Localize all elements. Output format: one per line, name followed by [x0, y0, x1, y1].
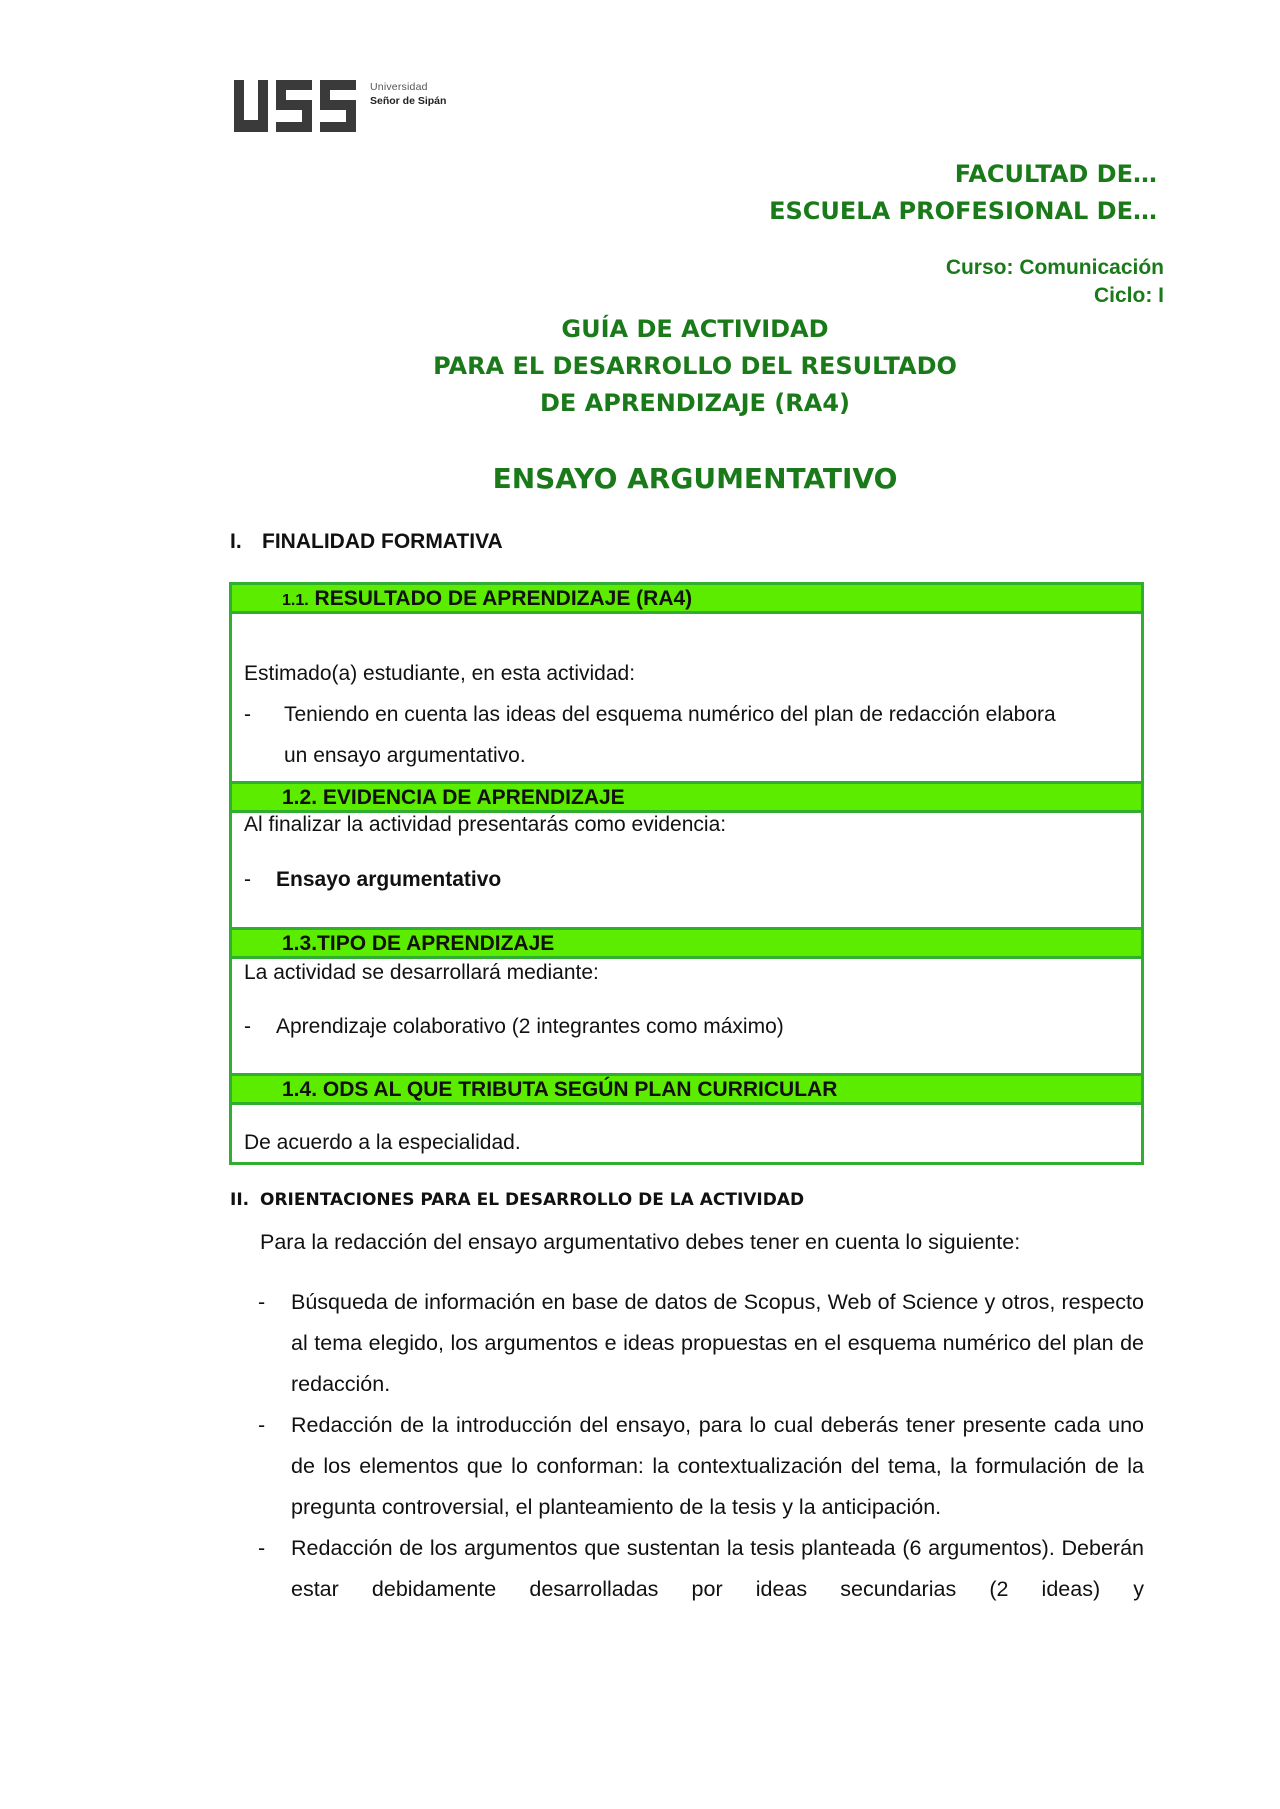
bullet-dash: - — [244, 868, 251, 891]
section-2-title: ORIENTACIONES PARA EL DESARROLLO DE LA ACTIVIDAD — [260, 1190, 805, 1210]
section-2-heading — [230, 1190, 804, 1210]
bullet-text-line-2: un ensayo argumentativo. — [284, 744, 526, 767]
faculty-header — [769, 156, 1157, 230]
bullet-dash: - — [244, 703, 251, 726]
list-dash: - — [258, 1413, 266, 1437]
guidelines-list — [258, 1282, 1144, 1610]
section-1-number: I. — [230, 530, 242, 553]
cell-1-1-bullet — [244, 694, 1131, 735]
cell-1-2-bullet — [244, 868, 501, 892]
course-cycle: Ciclo: I — [1093, 284, 1164, 307]
table-cell-1-4 — [232, 1105, 1141, 1162]
table-cell-1-3 — [232, 959, 1141, 1073]
course-name: Curso: Comunicación — [945, 256, 1164, 279]
section-1-heading — [230, 530, 503, 554]
list-item-text: Búsqueda de información en base de datos de Scopus, Web of Science y otros, respecto al tema elegido, los argumentos e ideas propuestas en el esquema numérico del plan de redacción. — [291, 1290, 1144, 1396]
bullet-text: Ensayo argumentativo — [276, 868, 502, 891]
school-name: ESCUELA PROFESIONAL DE… — [769, 197, 1157, 225]
table-header-1-4: 1.4. ODS AL QUE TRIBUTA SEGÚN PLAN CURRICULAR — [232, 1073, 1141, 1105]
section-2-number: II. — [230, 1190, 250, 1210]
cell-1-2-intro: Al finalizar la actividad presentarás como evidencia: — [244, 813, 727, 836]
university-logo — [232, 78, 446, 134]
list-item-text: Redacción de la introducción del ensayo, para lo cual deberás tener presente cada uno de los elementos que lo conforman: la contextualización del tema, la formulación de la pregunta controversial, el planteamiento de la tesis y la anticipación. — [291, 1413, 1144, 1519]
bullet-text-line-1: Teniendo en cuenta las ideas del esquema numérico del plan de redacción elabora — [284, 703, 1056, 726]
list-item — [258, 1405, 1144, 1528]
logo-line-university: Universidad — [370, 81, 428, 93]
table-cell-1-1 — [232, 614, 1141, 781]
formative-purpose-table — [229, 582, 1144, 1165]
bullet-text: Aprendizaje colaborativo (2 integrantes como máximo) — [276, 1015, 784, 1038]
faculty-name: FACULTAD DE… — [954, 160, 1157, 188]
table-header-1-3: 1.3.TIPO DE APRENDIZAJE — [232, 927, 1141, 959]
title-line-2: PARA EL DESARROLLO DEL RESULTADO — [433, 352, 957, 380]
list-dash: - — [258, 1290, 266, 1314]
table-cell-1-2 — [232, 813, 1141, 927]
document-subtitle: ENSAYO ARGUMENTATIVO — [492, 462, 898, 495]
logo-line-name: Señor de Sipán — [370, 95, 447, 107]
cell-1-1-intro: Estimado(a) estudiante, en esta actividad: — [244, 662, 636, 685]
list-item — [258, 1528, 1144, 1610]
table-header-1-1 — [232, 585, 1141, 614]
document-title — [0, 311, 1280, 422]
cell-1-3-bullet — [244, 1015, 784, 1039]
title-line-3: DE APRENDIZAJE (RA4) — [540, 389, 850, 417]
header-1-1-number: 1.1. — [282, 592, 309, 609]
course-info — [946, 254, 1164, 310]
uss-logo-icon — [232, 78, 360, 134]
section-2-intro: Para la redacción del ensayo argumentativo debes tener en cuenta lo siguiente: — [260, 1230, 1021, 1254]
list-item — [258, 1282, 1144, 1405]
cell-1-4-text: De acuerdo a la especialidad. — [244, 1131, 521, 1154]
title-line-1: GUÍA DE ACTIVIDAD — [561, 315, 829, 343]
table-header-1-2: 1.2. EVIDENCIA DE APRENDIZAJE — [232, 781, 1141, 813]
list-item-text: Redacción de los argumentos que sustentan la tesis planteada (6 argumentos). Deberán estar debidamente desarrolladas por ideas secundarias (2 ideas) y — [291, 1536, 1144, 1601]
cell-1-3-intro: La actividad se desarrollará mediante: — [244, 961, 599, 984]
header-1-1-title: RESULTADO DE APRENDIZAJE (RA4) — [314, 587, 693, 610]
list-dash: - — [258, 1536, 266, 1560]
section-1-title: FINALIDAD FORMATIVA — [262, 530, 503, 553]
bullet-dash: - — [244, 1015, 251, 1038]
